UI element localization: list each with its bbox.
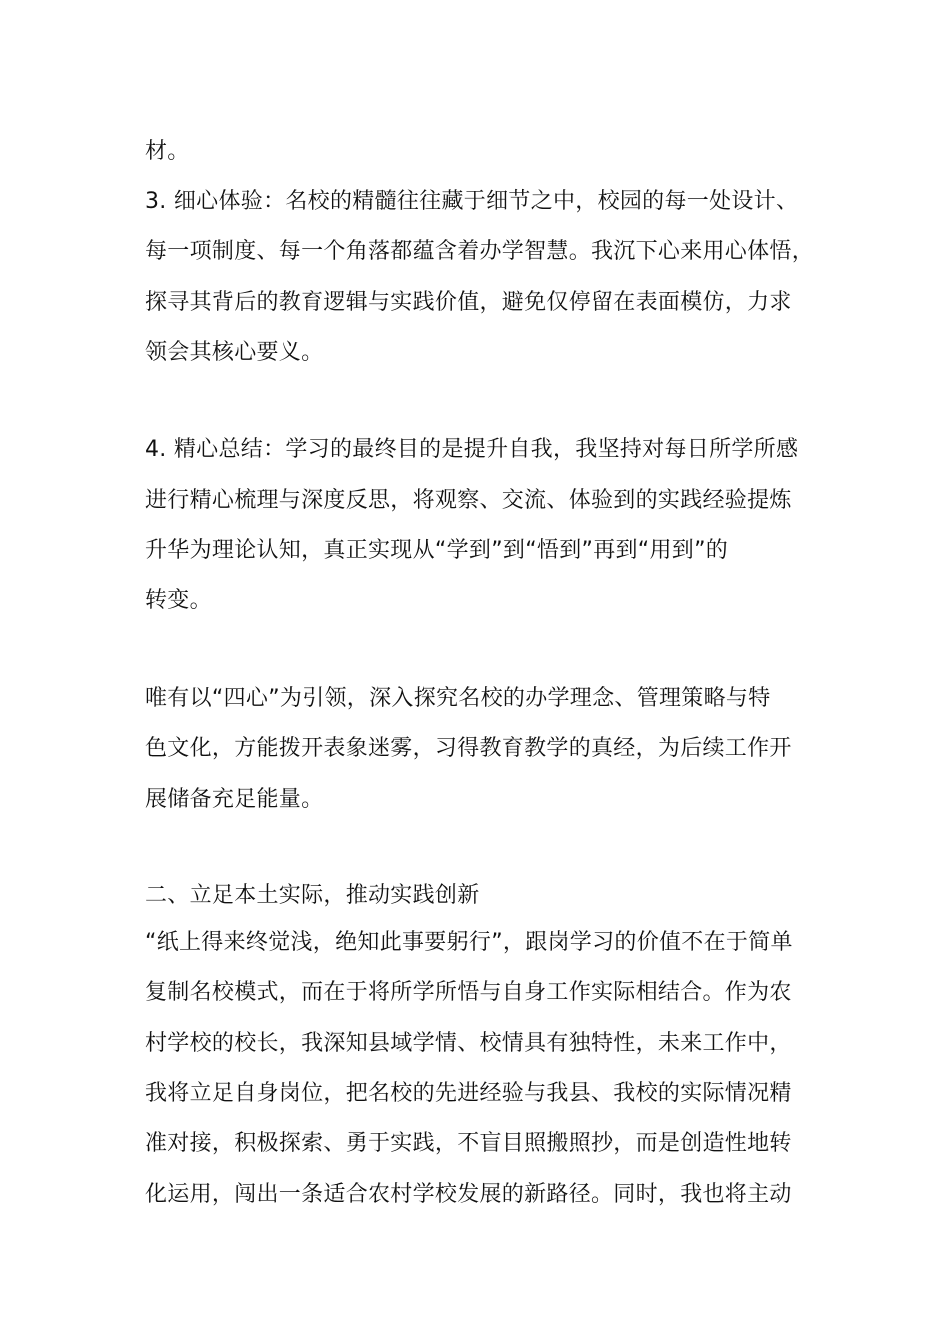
paragraph-line: 色文化，方能拨开表象迷雾，习得教育教学的真经，为后续工作开 <box>145 736 792 761</box>
section-heading: 二、立足本土实际，推动实践创新 <box>145 883 480 908</box>
paragraph-line: 村学校的校长，我深知县域学情、校情具有独特性，未来工作中， <box>145 1031 792 1056</box>
paragraph-line: 领会其核心要义。 <box>145 340 324 365</box>
paragraph-line: 展储备充足能量。 <box>145 787 324 812</box>
paragraph-line: 3. 细心体验：名校的精髓往往藏于细节之中，校园的每一处设计、 <box>145 189 799 214</box>
paragraph-line: 唯有以“四心”为引领，深入探究名校的办学理念、管理策略与特 <box>145 686 771 711</box>
paragraph-line: 化运用，闯出一条适合农村学校发展的新路径。同时，我也将主动 <box>145 1182 792 1207</box>
paragraph-line: 升华为理论认知，真正实现从“学到”到“悟到”再到“用到”的 <box>145 538 729 563</box>
paragraph-line: 我将立足自身岗位，把名校的先进经验与我县、我校的实际情况精 <box>145 1081 792 1106</box>
paragraph-line: 探寻其背后的教育逻辑与实践价值，避免仅停留在表面模仿，力求 <box>145 290 792 315</box>
paragraph-line: 复制名校模式，而在于将所学所悟与自身工作实际相结合。作为农 <box>145 980 792 1005</box>
paragraph-line: “纸上得来终觉浅，绝知此事要躬行”，跟岗学习的价值不在于简单 <box>145 930 793 955</box>
paragraph-line: 转变。 <box>145 588 212 613</box>
paragraph-line: 进行精心梳理与深度反思，将观察、交流、体验到的实践经验提炼 <box>145 488 792 513</box>
paragraph-line: 4. 精心总结：学习的最终目的是提升自我，我坚持对每日所学所感 <box>145 437 799 462</box>
paragraph-line: 每一项制度、每一个角落都蕴含着办学智慧。我沉下心来用心体悟， <box>145 239 815 264</box>
paragraph-line: 材。 <box>145 139 190 164</box>
paragraph-line: 准对接，积极探索、勇于实践，不盲目照搬照抄，而是创造性地转 <box>145 1131 792 1156</box>
